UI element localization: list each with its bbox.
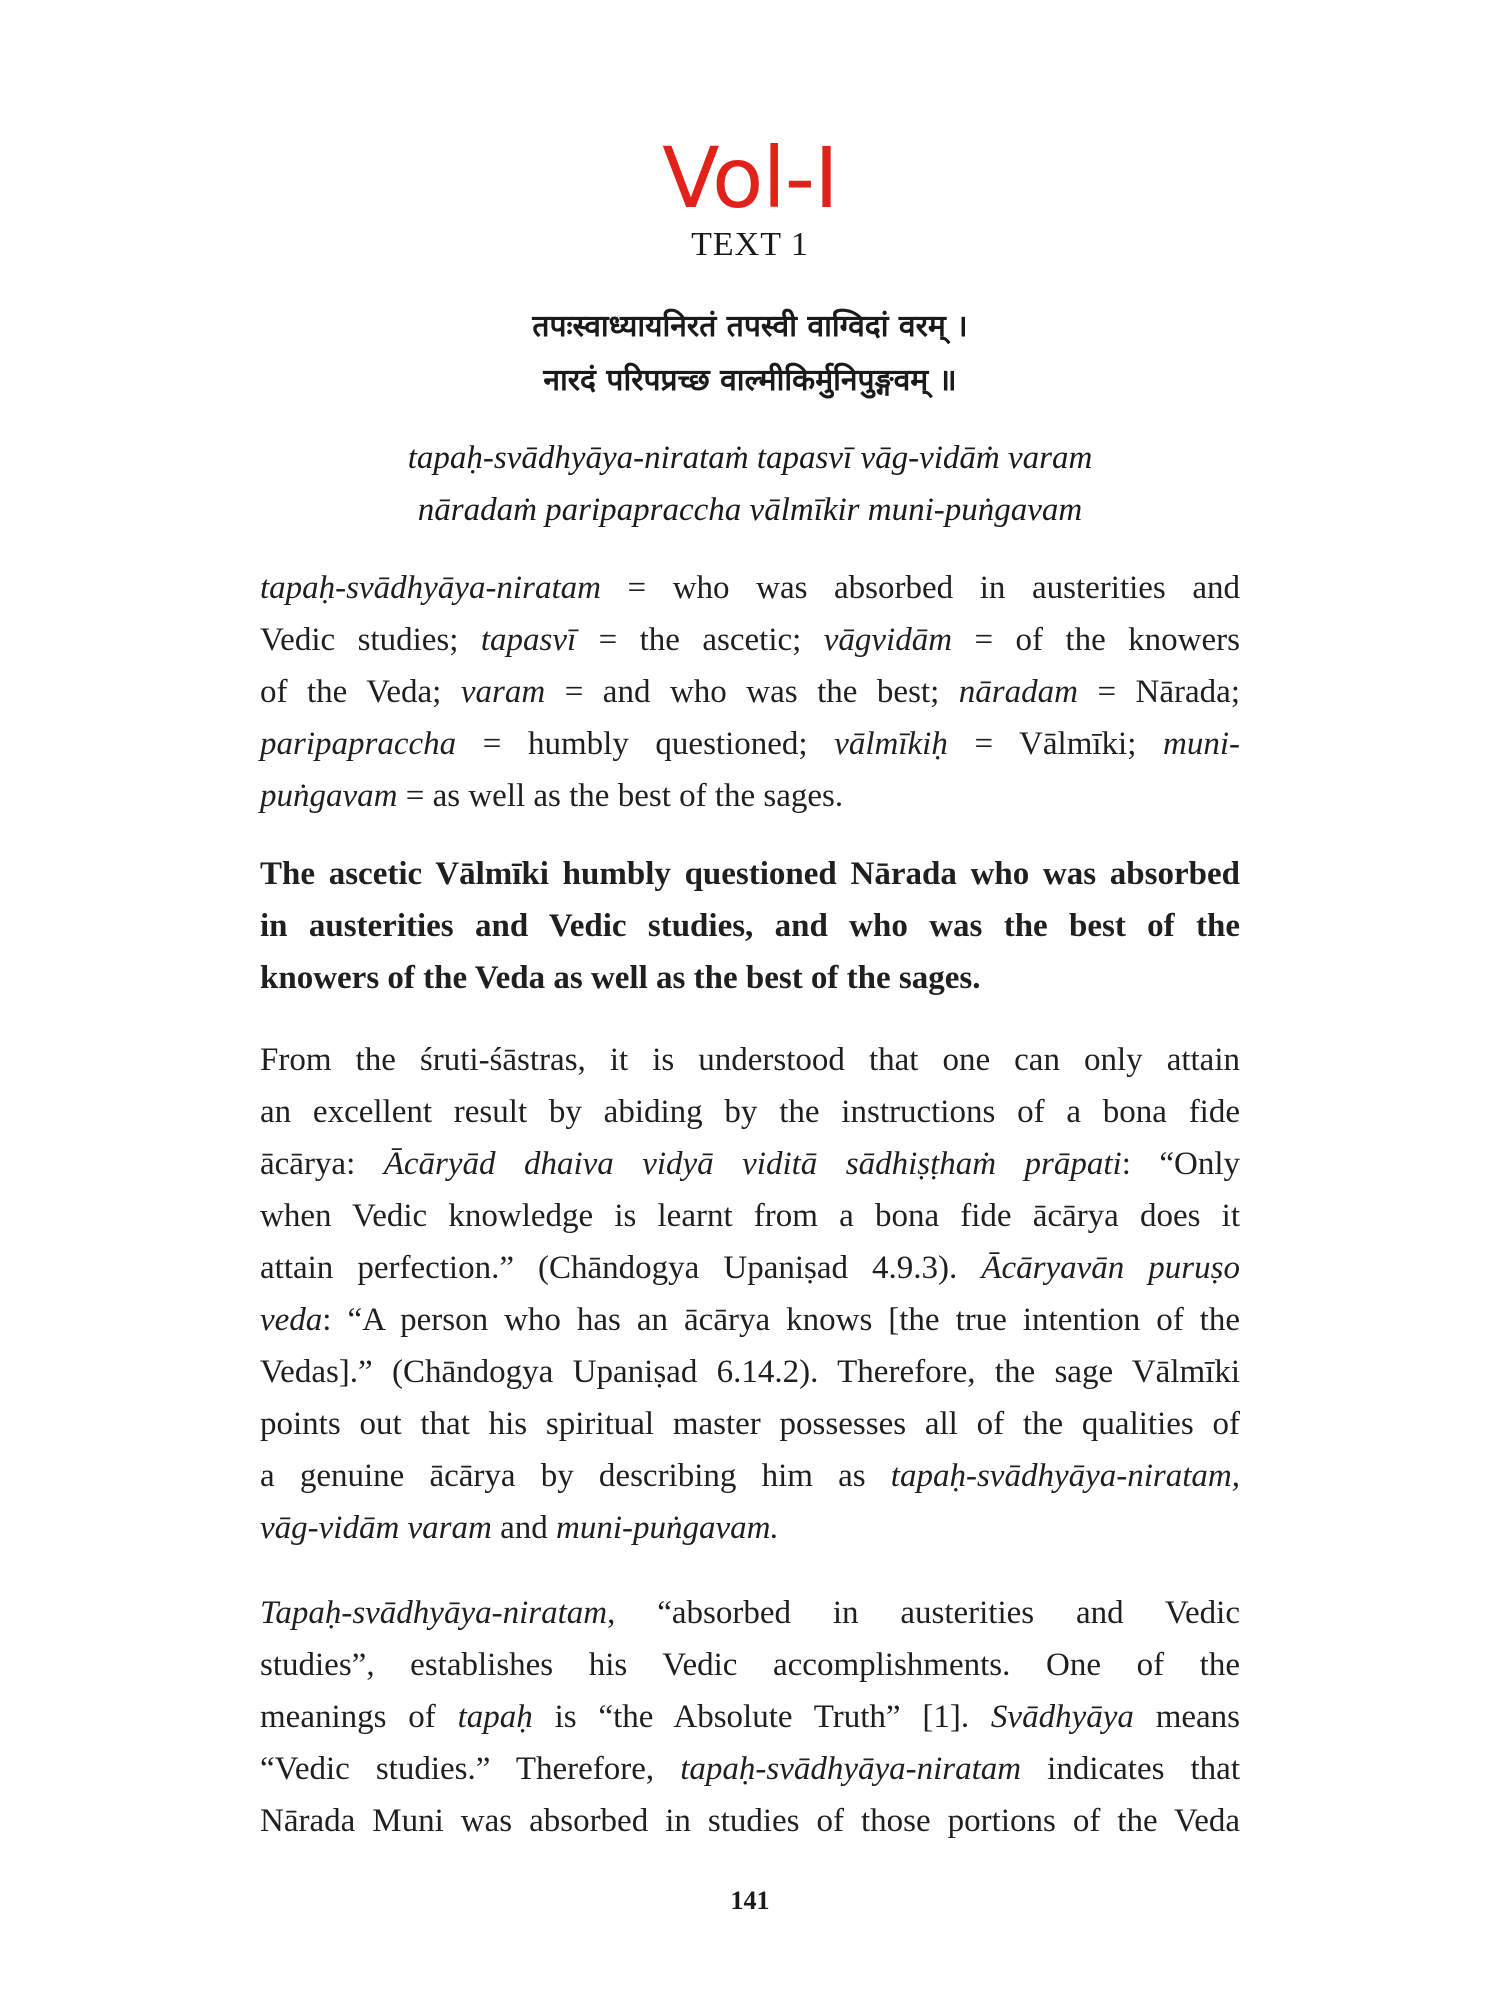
sanskrit-line: तपःस्वाध्यायनिरतं तपस्वी वाग्विदां वरम् । bbox=[532, 309, 968, 344]
transliteration-line: nāradaṁ paripapraccha vālmīkir muni-puṅgavam bbox=[417, 492, 1083, 528]
text: attain perfection.” (Chāndogya Upaniṣad 4.9.3). bbox=[260, 1250, 982, 1286]
synonyms-paragraph bbox=[260, 562, 1240, 822]
term: vāg-vidām varam bbox=[260, 1510, 492, 1546]
synonyms-line bbox=[260, 770, 1240, 822]
term: tapasvī bbox=[480, 622, 577, 658]
purport-line: an excellent result by abiding by the instructions of a bona fide bbox=[260, 1094, 1240, 1130]
text: a genuine ācārya by describing him as bbox=[260, 1458, 891, 1494]
term: tapaḥ-svādhyāya-niratam bbox=[680, 1751, 1022, 1787]
gloss: = Vālmīki; bbox=[947, 726, 1163, 762]
purport-line: From the śruti-śāstras, it is understood that one can only attain bbox=[260, 1042, 1240, 1078]
synonyms-line bbox=[260, 666, 1240, 718]
text: , “absorbed in austerities and Vedic bbox=[607, 1595, 1240, 1631]
gloss: = of the knowers bbox=[952, 622, 1240, 658]
term: tapaḥ bbox=[457, 1699, 533, 1735]
term: vāgvidām bbox=[823, 622, 953, 658]
purport-line bbox=[260, 1138, 1240, 1190]
text: meanings of bbox=[260, 1699, 458, 1735]
term: nāradam bbox=[958, 674, 1078, 710]
text: ācārya: bbox=[260, 1146, 384, 1182]
term: vālmīkiḥ bbox=[834, 726, 948, 762]
quote: veda bbox=[260, 1302, 323, 1338]
gloss: = and who was the best; bbox=[545, 674, 959, 710]
term: tapaḥ-svādhyāya-niratam, bbox=[890, 1458, 1240, 1494]
purport-line: Nārada Muni was absorbed in studies of those portions of the Veda bbox=[260, 1803, 1240, 1839]
translation-line: knowers of the Veda as well as the best of the sages. bbox=[260, 960, 981, 996]
gloss: = humbly questioned; bbox=[456, 726, 835, 762]
gloss: of the Veda; bbox=[260, 674, 461, 710]
term: paripapraccha bbox=[260, 726, 457, 762]
text: : “Only bbox=[1121, 1146, 1240, 1182]
purport-line bbox=[260, 1502, 1240, 1554]
purport-paragraph bbox=[260, 1034, 1240, 1554]
transliteration-line: tapaḥ-svādhyāya-nirataṁ tapasvī vāg-vidāṁ varam bbox=[407, 440, 1093, 476]
term: Tapaḥ-svādhyāya-niratam bbox=[260, 1595, 608, 1631]
quote: Ācāryavān puruṣo bbox=[981, 1250, 1240, 1286]
gloss: = who was absorbed in austerities and bbox=[600, 570, 1240, 606]
transliteration bbox=[0, 432, 1500, 536]
text: indicates that bbox=[1021, 1751, 1240, 1787]
translation-line: in austerities and Vedic studies, and who was the best of the bbox=[260, 908, 1240, 944]
text: is “the Absolute Truth” [1]. bbox=[532, 1699, 991, 1735]
purport-line bbox=[260, 1450, 1240, 1502]
term: tapaḥ-svādhyāya-niratam bbox=[260, 570, 601, 606]
purport-paragraph bbox=[260, 1587, 1240, 1847]
purport-line bbox=[260, 1242, 1240, 1294]
quote: Ācāryād dhaiva vidyā viditā sādhiṣṭhaṁ prāpati bbox=[383, 1146, 1122, 1182]
term: muni- bbox=[1163, 726, 1240, 762]
term: varam bbox=[460, 674, 546, 710]
purport-line: points out that his spiritual master possesses all of the qualities of bbox=[260, 1406, 1240, 1442]
term: muni-puṅgavam. bbox=[556, 1510, 779, 1546]
text-heading: TEXT 1 bbox=[691, 226, 809, 263]
term: puṅgavam bbox=[260, 778, 398, 814]
purport-line bbox=[260, 1294, 1240, 1346]
purport-line bbox=[260, 1743, 1240, 1795]
synonyms-line bbox=[260, 614, 1240, 666]
sanskrit-line: नारदं परिपप्रच्छ वाल्मीकिर्मुनिपुङ्गवम् ॥ bbox=[543, 363, 957, 398]
purport-line bbox=[260, 1587, 1240, 1639]
sanskrit-verse bbox=[0, 300, 1500, 408]
purport-line: Vedas].” (Chāndogya Upaniṣad 6.14.2). Therefore, the sage Vālmīki bbox=[260, 1354, 1240, 1390]
purport-line: studies”, establishes his Vedic accomplishments. One of the bbox=[260, 1647, 1240, 1683]
translation-paragraph bbox=[260, 848, 1240, 1004]
synonyms-line bbox=[260, 718, 1240, 770]
gloss: = the ascetic; bbox=[576, 622, 824, 658]
gloss: = Nārada; bbox=[1077, 674, 1240, 710]
text: : “A person who has an ācārya knows [the true intention of the bbox=[322, 1302, 1240, 1338]
purport-line bbox=[260, 1691, 1240, 1743]
text: and bbox=[491, 1510, 557, 1546]
text: means bbox=[1133, 1699, 1240, 1735]
page-number: 141 bbox=[730, 1886, 770, 1915]
gloss: = as well as the best of the sages. bbox=[397, 778, 844, 814]
purport-line: when Vedic knowledge is learnt from a bona fide ācārya does it bbox=[260, 1198, 1240, 1234]
volume-title: Vol-I bbox=[662, 129, 838, 227]
synonyms-line bbox=[260, 562, 1240, 614]
text: “Vedic studies.” Therefore, bbox=[260, 1751, 681, 1787]
gloss: Vedic studies; bbox=[260, 622, 481, 658]
term: Svādhyāya bbox=[990, 1699, 1134, 1735]
translation-line: The ascetic Vālmīki humbly questioned Nārada who was absorbed bbox=[260, 856, 1240, 892]
